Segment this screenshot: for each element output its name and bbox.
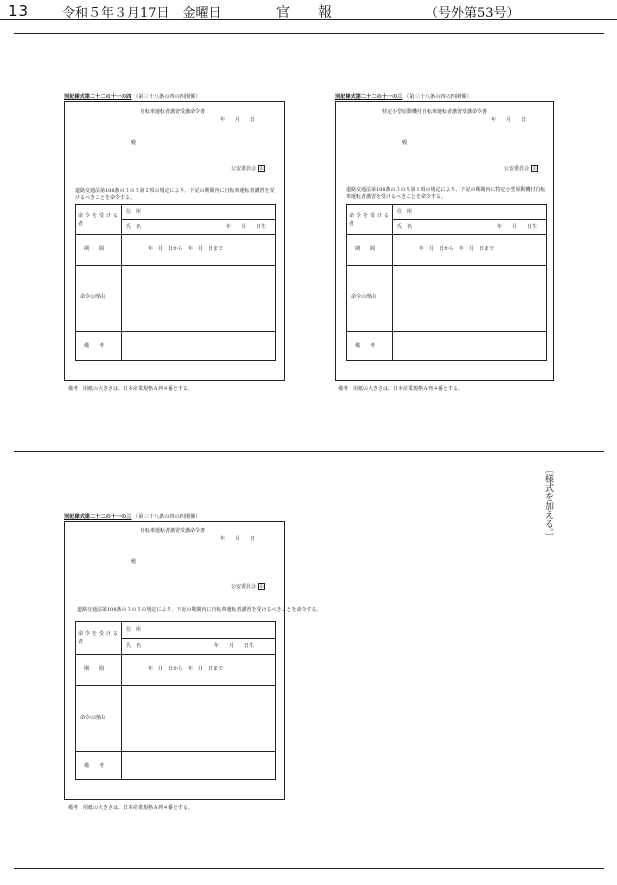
form-a-birth: 年 月 日生 (226, 224, 267, 230)
bottom-rule (14, 868, 604, 869)
form-c-seal: 印 (259, 584, 264, 589)
form-b (335, 101, 554, 381)
form-a-name-label: 氏 名 (126, 224, 142, 230)
issue-number: （号外第53号） (425, 6, 520, 21)
form-c-recipient-label: 命令を受ける者 (78, 631, 121, 645)
form-b-name-label: 氏 名 (397, 224, 413, 230)
form-a-grid (75, 204, 276, 361)
form-a-address-label: 住 所 (126, 209, 142, 215)
form-c-reason-label: 命令の理由 (80, 715, 106, 721)
form-b-addressee: 殿 (402, 140, 408, 146)
form-b-date: 年 月 日 (491, 117, 527, 123)
page-number: 13 (8, 2, 30, 20)
form-a-label: 別記様式第二十二の十一の四 (64, 94, 132, 100)
form-c-doc-title: 自転車運転者講習受講命令書 (140, 528, 206, 534)
form-c-period-value: 年 月 日から 年 月 日まで (148, 666, 224, 672)
form-c-body: 道路交通法第108条の３の５の規定により、下記の期間内に自転車運転者講習を受けるべきことを命令する。 (77, 607, 322, 613)
form-a-period-value: 年 月 日から 年 月 日まで (148, 246, 224, 252)
form-a-doc-title: 自転車運転者講習受講命令書 (140, 109, 206, 115)
form-a-reason-label: 命令の理由 (80, 294, 106, 300)
form-b-recipient-label: 命令を受ける者 (349, 213, 392, 227)
form-a-date: 年 月 日 (220, 117, 256, 123)
form-c-remarks-label: 備 考 (84, 763, 105, 769)
form-c-title (64, 513, 201, 520)
form-b-body: 道路交通法第108条の３の５第１項の規定により、下記の期間内に特定小型原動機付自転車運転者講習を受けるべきことを命令する。 (346, 187, 546, 200)
gazette-title: 官 報 (276, 5, 332, 21)
form-b-reason-label: 命令の理由 (351, 294, 377, 300)
form-b-title (335, 93, 472, 100)
form-b-period-label: 期 間 (355, 246, 376, 252)
form-b-ref: （第三十八条の四の四関係） (404, 94, 472, 100)
form-c-issuer: 公安委員会 印 (231, 584, 264, 590)
form-a-remarks-label: 備 考 (84, 343, 105, 349)
form-a-period-label: 期 間 (84, 246, 105, 252)
header-rule (0, 19, 617, 20)
form-b-grid (346, 204, 547, 361)
form-a-footnote: 備考 用紙の大きさは、日本産業規格Ａ列４番とする。 (68, 386, 194, 392)
form-c-label: 別記様式第二十二の十一の三 (64, 514, 132, 520)
issue-date: 令和５年３月17日 金曜日 (62, 6, 222, 21)
side-note: 〔様式を加える。〕 (543, 465, 553, 542)
form-c-grid (75, 621, 276, 780)
form-b-period-value: 年 月 日から 年 月 日まで (419, 246, 495, 252)
form-b-address-label: 住 所 (397, 209, 413, 215)
form-b-seal: 印 (532, 166, 537, 171)
form-c-footnote: 備考 用紙の大きさは、日本産業規格Ａ列４番とする。 (68, 805, 194, 811)
form-a-body: 道路交通法第108条の３の３第２項の規定により、下記の期間内に自転車運転者講習を受けるべきことを命令する。 (75, 188, 275, 201)
middle-rule (14, 451, 604, 452)
form-a-ref: （第三十八条の四の四関係） (133, 94, 201, 100)
form-c-birth: 年 月 日生 (214, 643, 255, 649)
form-b-birth: 年 月 日生 (497, 224, 538, 230)
form-c (64, 521, 322, 800)
form-c-period-label: 期 間 (84, 666, 105, 672)
form-a-seal: 印 (259, 166, 264, 171)
form-c-address-label: 住 所 (126, 627, 142, 633)
form-b-doc-title: 特定小型原動機付自転車運転者講習受講命令書 (382, 109, 488, 115)
form-b-issuer: 公安委員会 印 (504, 166, 537, 172)
form-b-footnote: 備考 用紙の大きさは、日本産業規格Ａ列４番とする。 (338, 386, 464, 392)
top-rule (14, 33, 604, 34)
form-a-issuer: 公安委員会 印 (231, 166, 264, 172)
form-c-ref: （第三十八条の四の四関係） (133, 514, 201, 520)
form-a-recipient-label: 命令を受ける者 (78, 213, 121, 227)
form-c-date: 年 月 日 (220, 536, 256, 542)
form-b-remarks-label: 備 考 (355, 343, 376, 349)
form-c-name-label: 氏 名 (126, 643, 142, 649)
form-b-label: 別記様式第二十二の十一の三 (335, 94, 403, 100)
form-a-title (64, 93, 201, 100)
form-c-addressee: 殿 (131, 559, 137, 565)
form-a-addressee: 殿 (131, 140, 137, 146)
form-a (64, 101, 285, 381)
